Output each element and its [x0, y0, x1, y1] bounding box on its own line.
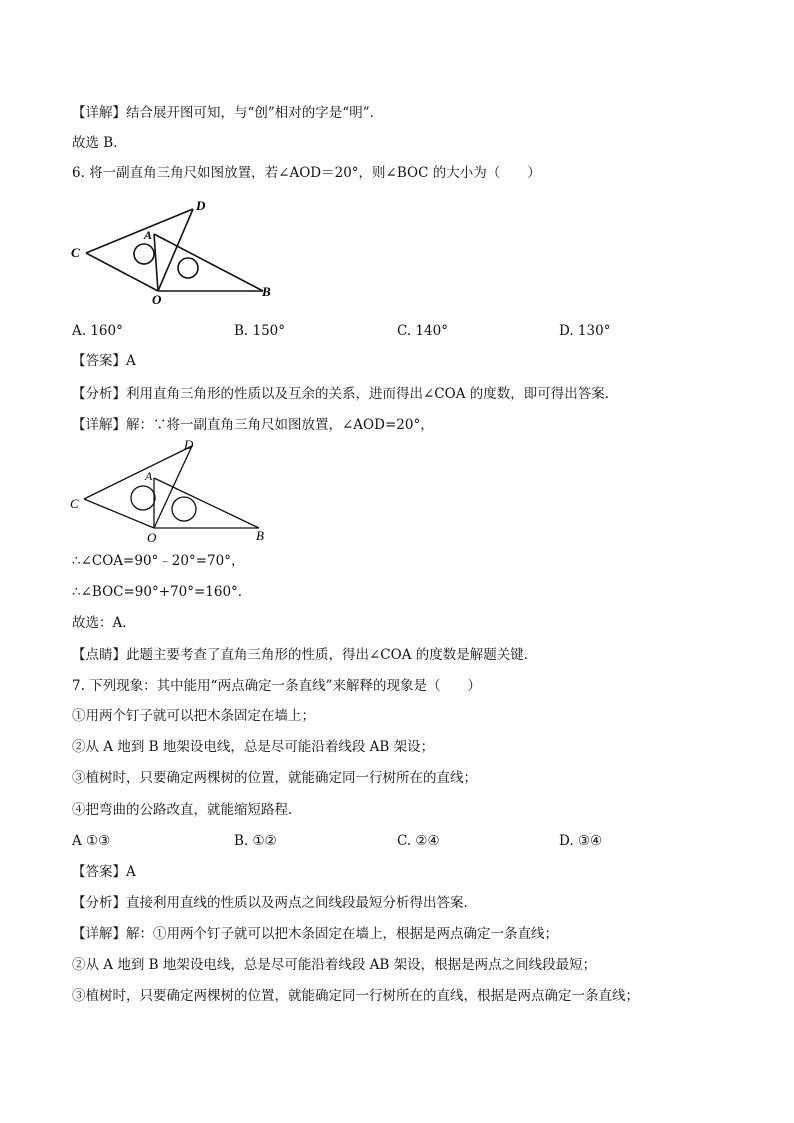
label-o: O [152, 292, 162, 306]
text-line: 故选 B． [72, 135, 127, 151]
label-a: A [144, 228, 153, 242]
label-d: D [196, 198, 206, 213]
q6-option-a: A. 160° [72, 323, 123, 339]
text-line: 【详解】结合展开图可知，与“创”相对的字是“明”． [72, 105, 384, 121]
step-coa: ∴∠COA=90°﹣20°=70°， [72, 553, 245, 569]
q7-option-d: D. ③④ [559, 833, 603, 849]
label-o: O [147, 530, 157, 545]
answer-6: 【答案】A [72, 353, 136, 369]
label-a: A [145, 469, 153, 483]
solution-7-line-3: ③植树时，只要确定两棵树的位置，就能确定同一行树所在的直线，根据是两点确定一条直线； [72, 988, 639, 1004]
q7-statement-3: ③植树时，只要确定两棵树的位置，就能确定同一行树所在的直线； [72, 770, 477, 786]
q6-option-d: D. 130° [559, 323, 611, 339]
label-b: B [262, 284, 271, 299]
q7-option-c: C. ②④ [397, 833, 440, 849]
question-6-stem: 6. 将一副直角三角尺如图放置，若∠AOD＝20°，则∠BOC 的大小为（ ） [72, 165, 541, 181]
answer-7: 【答案】A [72, 864, 136, 880]
solution-7-line-1: 【详解】解：①用两个钉子就可以把木条固定在墙上，根据是两点确定一条直线； [72, 926, 558, 942]
question-7-stem: 7. 下列现象：其中能用“两点确定一条直线”来解释的现象是（ ） [72, 678, 481, 694]
label-d: D [184, 437, 194, 452]
label-c: C [71, 245, 80, 260]
solution-6: 【详解】解：∵将一副直角三角尺如图放置，∠AOD=20°， [72, 417, 434, 433]
q7-option-a: A ①③ [72, 833, 111, 849]
step-boc: ∴∠BOC=90°+70°=160°． [72, 584, 252, 600]
q7-statement-2: ②从 A 地到 B 地架设电线，总是尽可能沿着线段 AB 架设； [72, 739, 435, 755]
q7-statement-1: ①用两个钉子就可以把木条固定在墙上； [72, 708, 315, 724]
q7-option-b: B. ①② [234, 833, 277, 849]
solution-6-figure [68, 436, 278, 546]
analysis-7: 【分析】直接利用直线的性质以及两点之间线段最短分析得出答案． [72, 895, 477, 911]
q6-option-b: B. 150° [234, 323, 286, 339]
solution-7-line-2: ②从 A 地到 B 地架设电线，总是尽可能沿着线段 AB 架设，根据是两点之间线段最短； [72, 957, 597, 973]
choice-6: 故选：A． [72, 615, 136, 631]
analysis-6: 【分析】利用直角三角形的性质以及互余的关系，进而得出∠COA 的度数，即可得出答案． [72, 386, 619, 402]
label-b: B [256, 528, 264, 543]
q6-option-c: C. 140° [397, 323, 448, 339]
label-c: C [70, 496, 79, 511]
question-6-figure [70, 196, 280, 306]
comment-6: 【点睛】此题主要考查了直角三角形的性质，得出∠COA 的度数是解题关键． [72, 647, 538, 663]
q7-statement-4: ④把弯曲的公路改直，就能缩短路程． [72, 802, 302, 818]
